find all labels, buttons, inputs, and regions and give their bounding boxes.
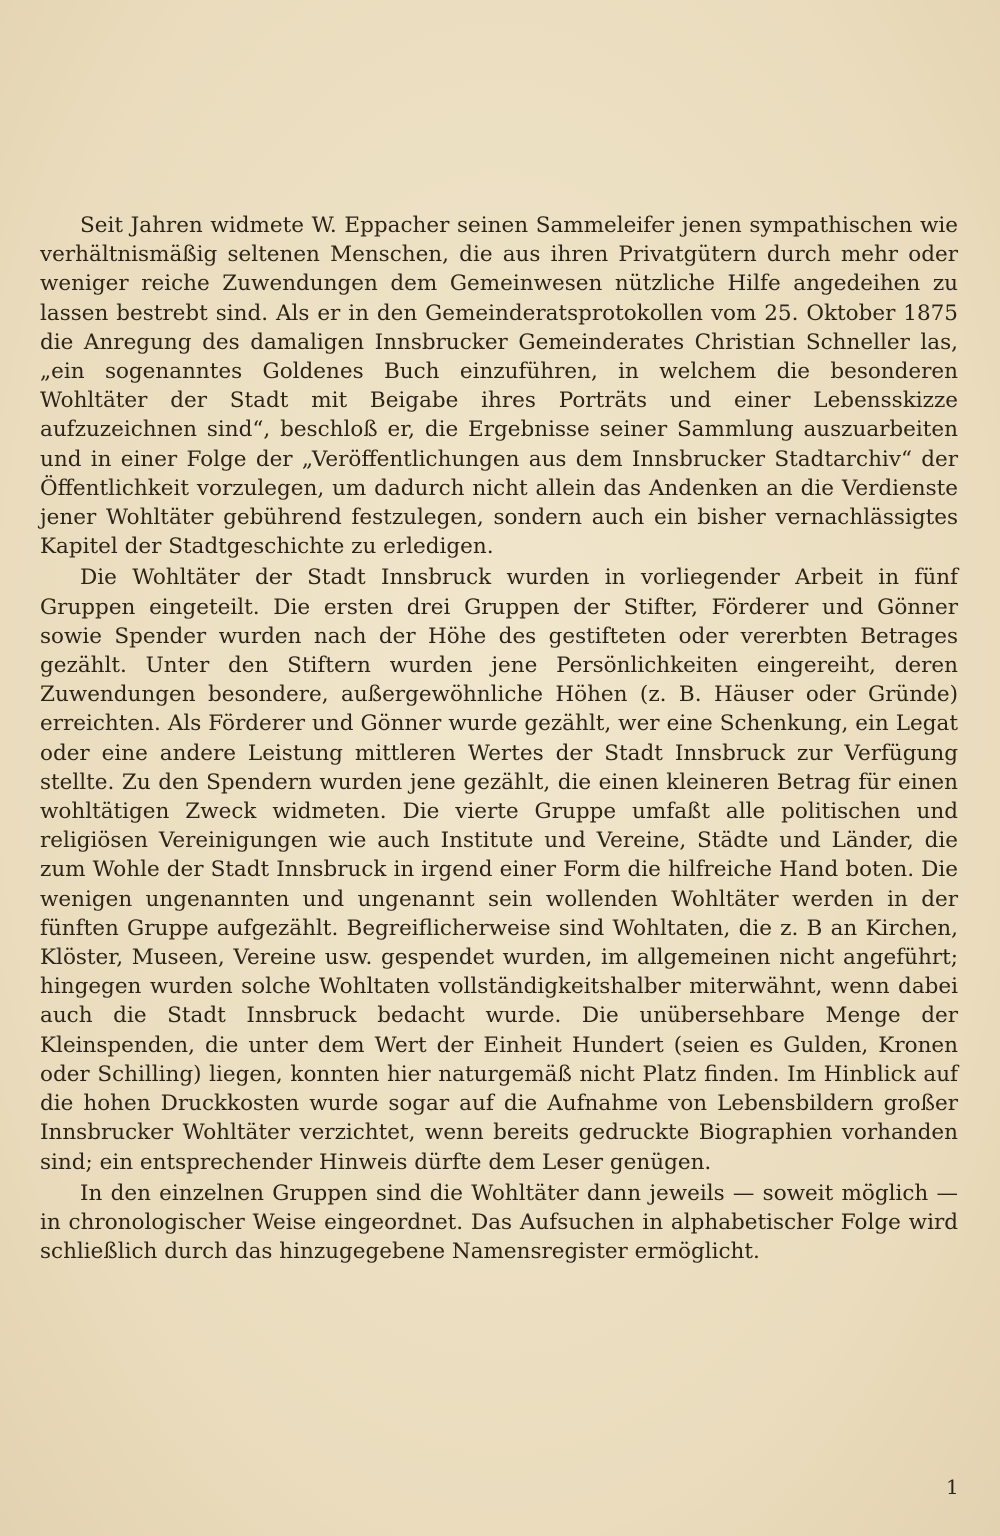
paragraph-order: In den einzelnen Gruppen sind die Wohltäter dann jeweils — soweit möglich — in chronologischer Weise eingeordnet. Das Aufsuchen in alphabetischer Folge wird schließlich durch das hinzugegebene Namensregister ermöglicht.: [40, 1180, 958, 1265]
body-text: [40, 211, 958, 1266]
paragraph-intro: Seit Jahren widmete W. Eppacher seinen Sammeleifer jenen sympathischen wie verhältnismäßig seltenen Menschen, die aus ihren Privatgütern durch mehr oder weniger reiche Zuwendungen dem Gemeinwesen nützliche Hilfe angedeihen zu lassen bestrebt sind. Als er in den Gemeinderatsprotokollen vom 25. Oktober 1875 die Anregung des damaligen Innsbrucker Gemeinderates Christian Schneller las, „ein sogenanntes Goldenes Buch einzuführen, in welchem die besonderen Wohltäter der Stadt mit Beigabe ihres Porträts und einer Lebensskizze aufzuzeichnen sind“, beschloß er, die Ergebnisse seiner Sammlung auszuarbeiten und in einer Folge der „Veröffentlichungen aus dem Innsbrucker Stadtarchiv“ der Öffentlichkeit vorzulegen, um dadurch nicht allein das Andenken an die Verdienste jener Wohltäter gebührend festzulegen, sondern auch ein bisher vernachlässigtes Kapitel der Stadtgeschichte zu erledigen.: [40, 213, 958, 560]
paragraph-groups: Die Wohltäter der Stadt Innsbruck wurden in vorliegender Arbeit in fünf Gruppen eingeteilt. Die ersten drei Gruppen der Stifter, Förderer und Gönner sowie Spender wurden nach der Höhe des gestifteten oder vererbten Betrages gezählt. Unter den Stiftern wurden jene Persönlichkeiten eingereiht, deren Zuwendungen besondere, außergewöhnliche Höhen (z. B. Häuser oder Gründe) erreichten. Als Förderer und Gönner wurde gezählt, wer eine Schenkung, ein Legat oder eine andere Leistung mittleren Wertes der Stadt Innsbruck zur Verfügung stellte. Zu den Spendern wurden jene gezählt, die einen kleineren Betrag für einen wohltätigen Zweck widmeten. Die vierte Gruppe umfaßt alle politischen und religiösen Vereinigungen wie auch Institute und Vereine, Städte und Länder, die zum Wohle der Stadt Innsbruck in irgend einer Form die hilfreiche Hand boten. Die wenigen ungenannten und ungenannt sein wollenden Wohltäter werden in der fünften Gruppe aufgezählt. Begreiflicherweise sind Wohltaten, die z. B an Kirchen, Klöster, Museen, Vereine usw. gespendet wurden, im allgemeinen nicht angeführt; hingegen wurden solche Wohltaten vollständigkeitshalber miterwähnt, wenn dabei auch die Stadt Innsbruck bedacht wurde. Die unübersehbare Menge der Kleinspenden, die unter dem Wert der Einheit Hundert (seien es Gulden, Kronen oder Schilling) liegen, konnten hier naturgemäß nicht Platz finden. Im Hinblick auf die hohen Druckkosten wurde sogar auf die Aufnahme von Lebensbildern großer Innsbrucker Wohltäter verzichtet, wenn bereits gedruckte Biographien vorhanden sind; ein entsprechender Hinweis dürfte dem Leser genügen.: [40, 565, 958, 1175]
page-number: 1: [946, 1475, 959, 1499]
